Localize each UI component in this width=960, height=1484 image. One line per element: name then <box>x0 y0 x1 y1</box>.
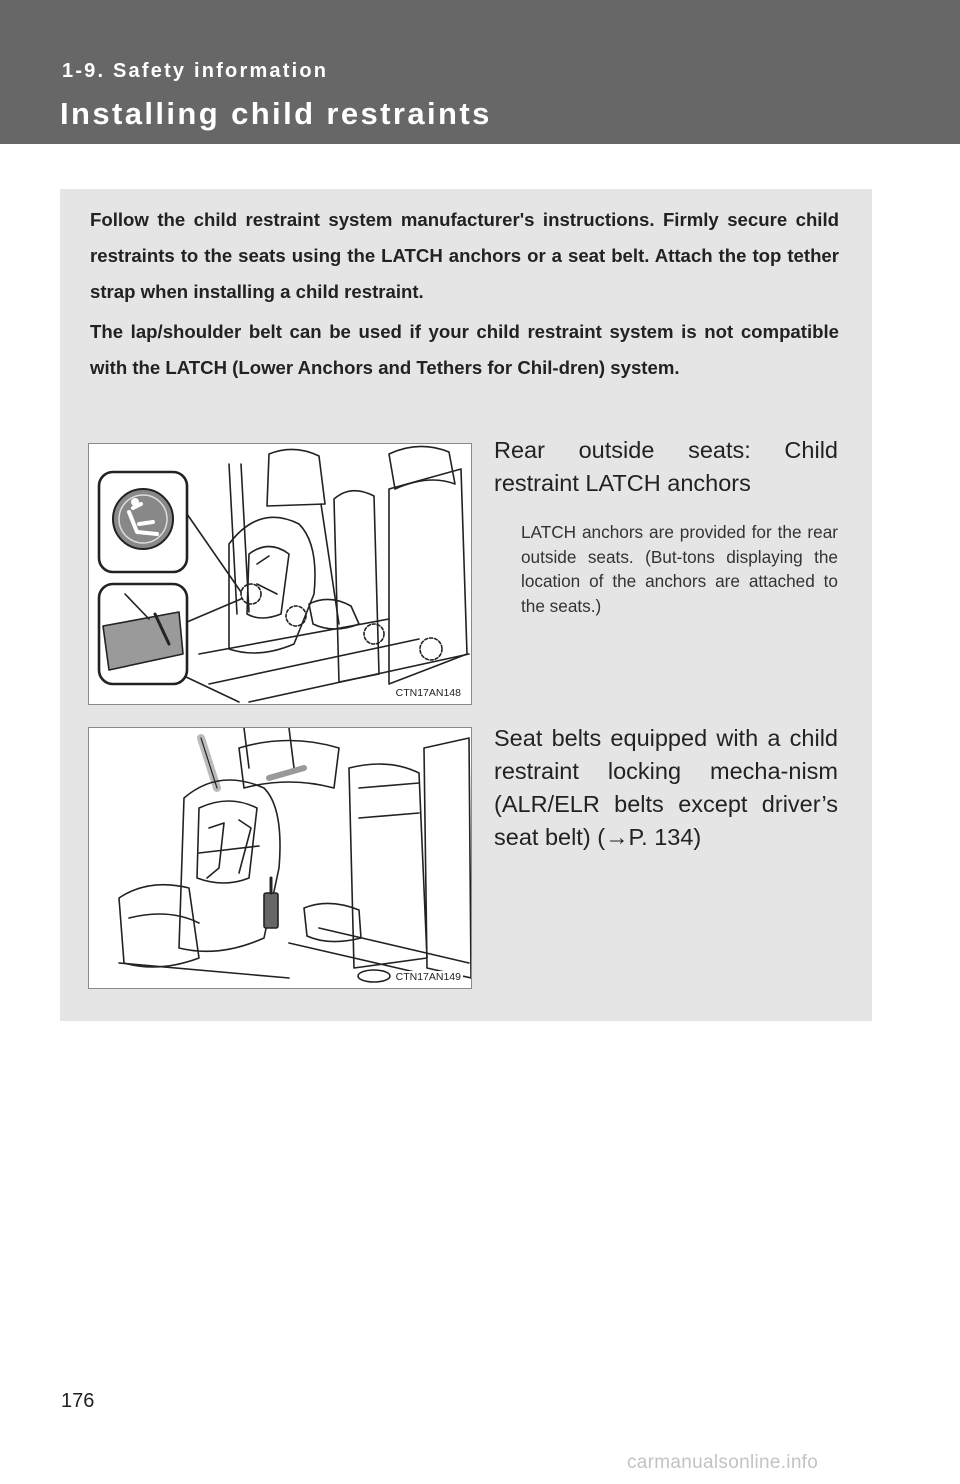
figure-code-2: CTN17AN149 <box>395 971 461 983</box>
latch-anchors-illustration <box>88 443 472 705</box>
section-header-bar <box>0 0 960 144</box>
section-label: 1-9. Safety information <box>62 60 329 82</box>
intro-paragraph-2: The lap/shoulder belt can be used if your child restraint system is not compatible with the LATCH (Lower Anchors and Tethers for Chil-dren) system. <box>90 321 839 378</box>
content-panel <box>60 189 872 1021</box>
figure-code-1: CTN17AN148 <box>395 687 461 699</box>
intro-paragraph-1: Follow the child restraint system manufacturer's instructions. Firmly secure child restraints to the seats using the LATCH anchors or a seat belt. Attach the top tether strap when installing a child restraint. <box>90 209 839 302</box>
latch-anchors-description: LATCH anchors are provided for the rear outside seats. (But-tons displaying the location of the anchors are attached to the seats.) <box>521 522 838 616</box>
watermark: carmanualsonline.info <box>627 1452 819 1473</box>
seat-belt-heading: Seat belts equipped with a child restraint locking mecha-nism (ALR/ELR belts except driver’s seat belt) (→P. 134) <box>494 725 838 850</box>
page-number: 176 <box>61 1390 95 1412</box>
page-title: Installing child restraints <box>60 96 492 131</box>
latch-anchors-heading: Rear outside seats: Child restraint LATCH anchors <box>494 437 838 496</box>
seat-belt-illustration <box>88 727 472 989</box>
